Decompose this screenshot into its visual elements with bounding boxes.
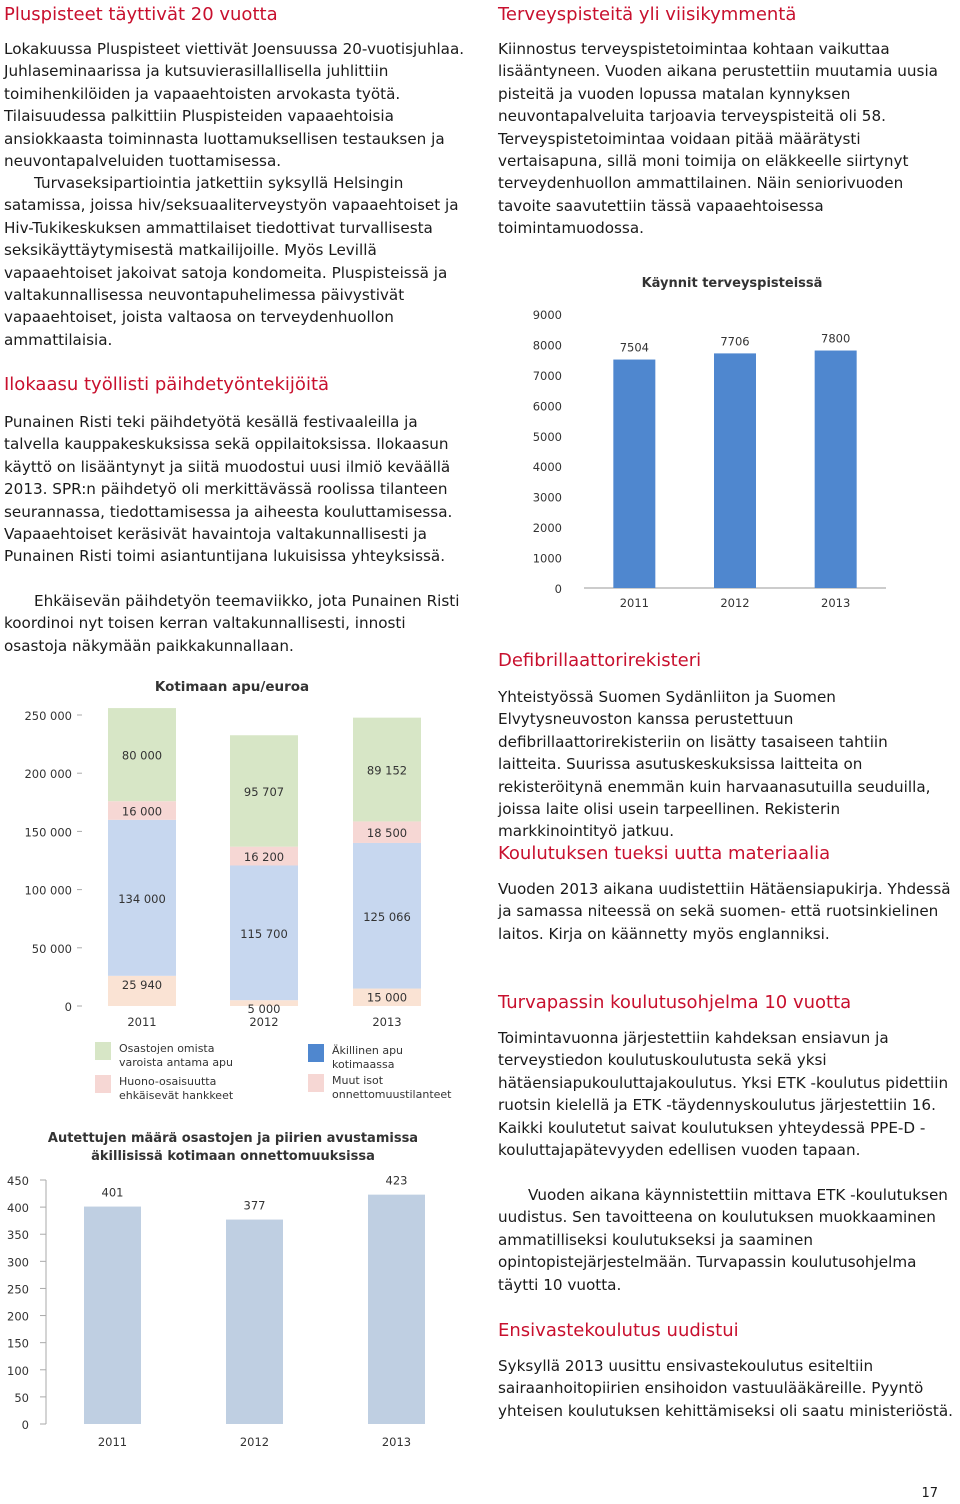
segment-value-label: 89 152 [366, 763, 408, 778]
bar-2012 [714, 353, 756, 588]
chart-title-line1: Autettujen määrä osastojen ja piirien avustamissa [47, 1131, 419, 1146]
paragraph-defibrillaattori: Yhteistyössä Suomen Sydänliiton ja Suomen Elvytysneuvoston kanssa perustettuun defibrillaattorirekisteriin on lisätty tasaiseen tahtiin laitteita. Suurissa asutuskeskuksissa laitteita on rekisteröitynä enemmän kuin harvaanasutuilla seuduilla, joissa laite olisi usein tarpeellinen. Rekisterin markkinointityö jatkuu. [498, 688, 931, 841]
x-tick-label: 2013 [821, 596, 851, 610]
segment-value-label: 18 500 [366, 826, 408, 841]
bar-2013 [815, 351, 857, 588]
y-tick-label: 7000 [532, 368, 562, 383]
bar-2011 [613, 360, 655, 588]
y-tick-label: 6000 [532, 399, 562, 414]
heading-koulutus-materiaali: Koulutuksen tueksi uutta materiaalia [498, 843, 831, 864]
y-tick-label: 0 [21, 1418, 29, 1432]
x-tick-label: 2012 [720, 596, 750, 610]
chart-autettujen-maara [0, 1124, 470, 1460]
y-tick-label: 0 [554, 582, 562, 596]
segment-value-label: 16 000 [121, 804, 163, 819]
y-tick-label: 300 [7, 1255, 29, 1270]
chart-kotimaan-apu [0, 672, 470, 1112]
x-tick-label: 2013 [381, 1435, 412, 1449]
x-tick-label: 2011 [127, 1015, 157, 1029]
heading-turvapassi: Turvapassin koulutusohjelma 10 vuotta [498, 992, 852, 1013]
legend-huono-osaisuus-label: Huono-osaisuutta ehkäisevät hankkeet [119, 1075, 234, 1102]
segment-value-label: 5 000 [247, 1002, 281, 1017]
paragraph-terveyspisteet: Kiinnostus terveyspistetoimintaa kohtaan vaikuttaa lisääntyneen. Vuoden aikana perustettiin muutamia uusia pisteitä ja vuoden lopussa matalan kynnyksen neuvontapalveluita tarjoavia terveyspisteitä oli 58. Terveyspistetoimintaa voidaan pitää määrätysti vertaisapuna, sillä moni toimija on eläkkeelle siirtynyt terveydenhuollon ammattilainen. Näin seniorivuoden tavoite saavutettiin tässä vapaaehtoisessa toimintamuodossa. [498, 40, 938, 238]
bar-value-label: 7706 [720, 334, 750, 349]
legend-akillinen-apu-label: Äkillinen apu kotimaassa [332, 1044, 404, 1071]
x-tick-label: 2011 [97, 1435, 128, 1449]
y-tick-label: 250 [7, 1282, 29, 1297]
heading-defibrillaattori: Defibrillaattorirekisteri [498, 650, 702, 671]
paragraph-pluspisteet-1: Lokakuussa Pluspisteet viettivät Joensuussa 20-vuotisjuhlaa. Juhlaseminaarissa ja kutsuvierasillallisella juhlittiin toimihenkilöiden ja vapaaehtoisten arvokasta työtä. Tilaisuudessa palkittiin Pluspisteiden vapaaehtoisia ansiokkaasta toiminnasta luottamuksellisen testauksen ja neuvontapalveluiden tuottamisessa. [4, 40, 465, 171]
heading-terveyspisteet: Terveyspisteitä yli viisikymmentä [498, 4, 797, 25]
bar-value-label: 7504 [619, 340, 649, 355]
heading-ensivaste: Ensivastekoulutus uudistui [498, 1320, 739, 1341]
bar-2013 [368, 1195, 425, 1424]
x-tick-label: 2012 [249, 1015, 279, 1029]
segment-value-label: 16 200 [243, 850, 285, 865]
segment-value-label: 25 940 [121, 977, 163, 992]
y-tick-label: 50 000 [31, 941, 72, 956]
legend-muut-isot-label: Muut isot onnettomuustilanteet [332, 1074, 452, 1101]
paragraph-ensivaste: Syksyllä 2013 uusittu ensivastekoulutus esiteltiin sairaanhoitopiirien ensihoidon vastuulääkäreille. Pyyntö yhteisen koulutuksen kehittämiseksi oli saatu ministeriöstä. [498, 1357, 953, 1420]
paragraph-turvapassi-2: Vuoden aikana käynnistettiin mittava ETK -koulutuksen uudistus. Sen tavoitteena on koulutuksen muokkaaminen ammatilliseksi koulutukseksi ja saaminen opintopistejärjestelmään. Turvapassin koulutusohjelma täytti 10 vuotta. [498, 1186, 948, 1294]
legend-osastojen-apu-swatch [95, 1042, 111, 1060]
y-tick-label: 200 000 [24, 767, 72, 782]
bar-value-label: 423 [385, 1173, 408, 1188]
paragraph-ilokaasu-1: Punainen Risti teki päihdetyötä kesällä festivaaleilla ja talvella kauppakeskuksissa sekä oppilaitoksissa. Ilokaasun käyttö on lisääntynyt ja siitä muodostui uusi ilmiö keväällä 2013. SPR:n päihdetyö oli merkittävässä roolissa tilanteen seurannassa, tiedottamisessa ja aiheesta kouluttamisessa. Vapaaehtoiset keräsivät havaintoja valtakunnallisesti ja Punainen Risti toimi asiantuntijana lukuisissa yhteyksissä. [4, 413, 453, 566]
y-tick-label: 4000 [532, 460, 562, 475]
segment-value-label: 115 700 [240, 926, 288, 941]
segment-value-label: 125 066 [363, 909, 411, 924]
segment-value-label: 80 000 [121, 748, 163, 763]
paragraph-koulutus-materiaali: Vuoden 2013 aikana uudistettiin Hätäensiapukirja. Yhdessä ja samassa niteessä on sekä suomen- että ruotsinkielinen laitos. Kirja on käännetty myös englanniksi. [498, 880, 951, 943]
y-tick-label: 250 000 [24, 709, 72, 723]
bar-2011 [84, 1207, 141, 1424]
y-tick-label: 450 [7, 1174, 29, 1188]
y-tick-label: 8000 [532, 338, 562, 353]
y-tick-label: 9000 [532, 308, 562, 322]
y-tick-label: 100 000 [24, 883, 72, 898]
y-tick-label: 3000 [532, 490, 562, 505]
x-tick-label: 2013 [372, 1015, 402, 1029]
heading-ilokaasu: Ilokaasu työllisti päihdetyöntekijöitä [4, 374, 330, 395]
chart-kaynnit-terveyspisteissa [500, 268, 900, 618]
y-tick-label: 350 [7, 1228, 29, 1243]
bar-value-label: 7800 [821, 331, 851, 346]
y-tick-label: 5000 [532, 429, 562, 444]
x-tick-label: 2012 [239, 1435, 270, 1449]
y-tick-label: 200 [7, 1309, 29, 1324]
paragraph-ilokaasu-2: Ehkäisevän päihdetyön teemaviikko, jota Punainen Risti koordinoi nyt toisen kerran valtakunnallisesti, innosti osastoja näkymään paikkakunnallaan. [4, 592, 460, 655]
legend-akillinen-apu-swatch [308, 1044, 324, 1062]
chart-title: Kotimaan apu/euroa [154, 679, 310, 695]
y-tick-label: 50 [14, 1390, 29, 1405]
y-tick-label: 1000 [532, 551, 562, 566]
bar-value-label: 377 [243, 1198, 266, 1213]
segment-value-label: 134 000 [118, 891, 166, 906]
bar-2012 [226, 1220, 283, 1424]
chart-title-line2: äkillisissä kotimaan onnettomuuksissa [91, 1149, 375, 1164]
segment-value-label: 15 000 [366, 990, 408, 1005]
y-tick-label: 400 [7, 1201, 29, 1216]
y-tick-label: 100 [7, 1363, 29, 1378]
y-tick-label: 0 [64, 1000, 72, 1014]
paragraph-turvapassi-1: Toimintavuonna järjestettiin kahdeksan ensiavun ja terveystiedon koulutuskoulutusta sekä yksi hätäensiapukouluttajakoulutus. Yksi ETK -koulutus pidettiin ruotsin kielellä ja ETK -täydennyskoulutus järjestettiin 16. Kaikki koulutetut saivat koulutuksen yhteydessä PPE-D -kouluttajapätevyyden edellisen vuoden tapaan. [498, 1029, 949, 1160]
y-tick-label: 150 000 [24, 825, 72, 840]
y-tick-label: 150 [7, 1336, 29, 1351]
legend-huono-osaisuus-swatch [95, 1075, 111, 1093]
segment-value-label: 95 707 [243, 784, 285, 799]
legend-osastojen-apu-label: Osastojen omista varoista antama apu [119, 1042, 234, 1069]
legend-muut-isot-swatch [308, 1074, 324, 1092]
page-number: 17 [921, 1486, 938, 1501]
bar-value-label: 401 [101, 1185, 124, 1200]
paragraph-pluspisteet-2: Turvaseksipartiointia jatkettiin syksyllä Helsingin satamissa, joissa hiv/seksuaaliterveystyön vapaaehtoiset ja Hiv-Tukikeskuksen ammattilaiset tiedottivat turvallisesta seksikäyttäytymisestä matkailijoille. Myös Levillä vapaaehtoiset jakoivat satoja kondomeita. Pluspisteissä ja valtakunnallisessa neuvontapuhelimessa päivystivät vapaaehtoiset, joista valtaosa on terveydenhuollon ammattilaisia. [4, 174, 459, 349]
heading-pluspisteet: Pluspisteet täyttivät 20 vuotta [4, 4, 278, 25]
x-tick-label: 2011 [619, 596, 649, 610]
chart-title: Käynnit terveyspisteissä [641, 276, 823, 291]
y-tick-label: 2000 [532, 521, 562, 536]
